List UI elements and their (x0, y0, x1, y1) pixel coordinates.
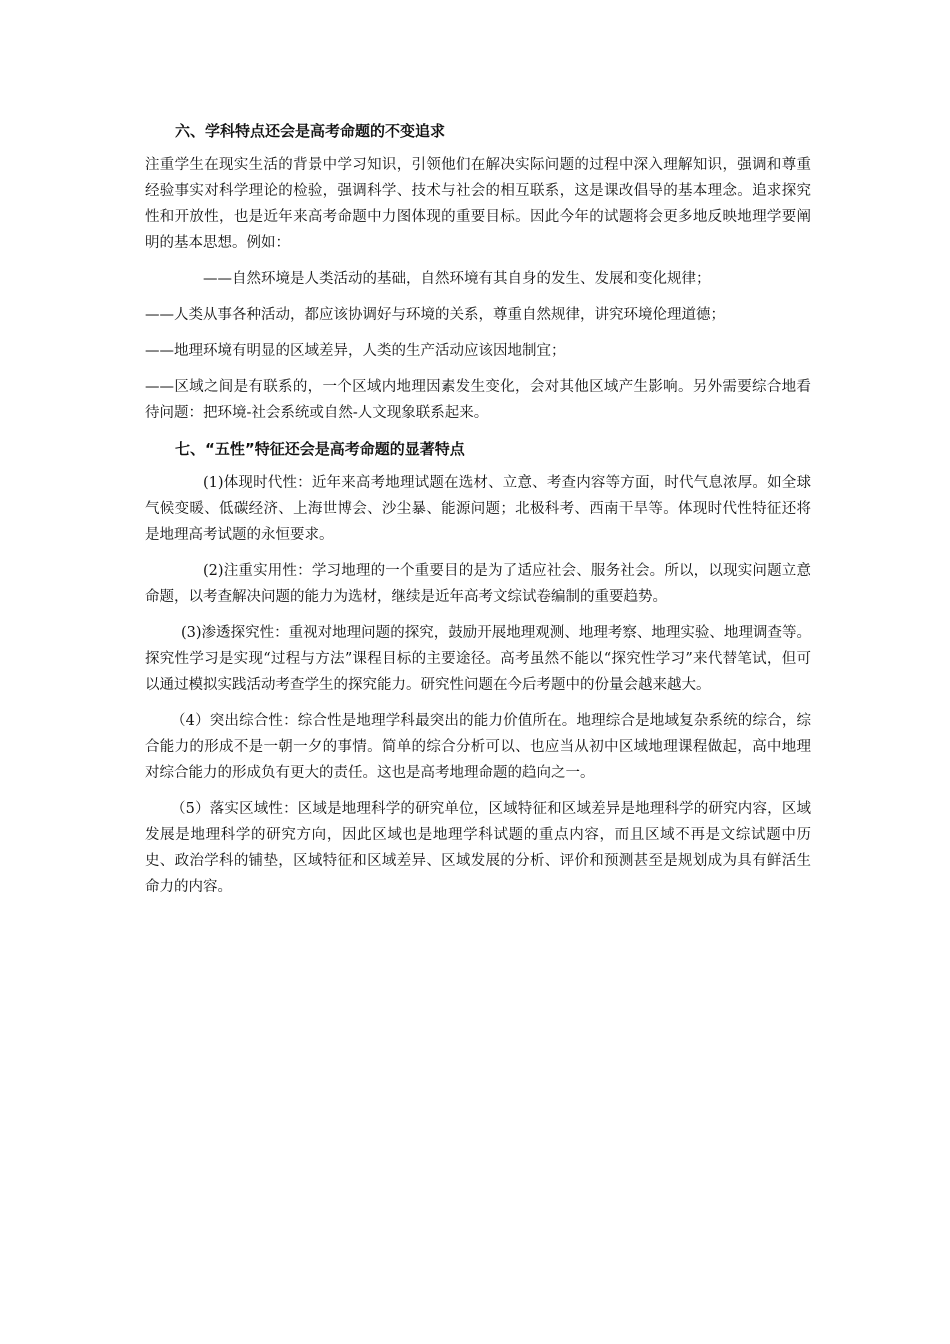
section-7-item-2: (2)注重实用性：学习地理的一个重要目的是为了适应社会、服务社会。所以，以现实问题立意命题，以考查解决问题的能力为选材，继续是近年高考文综试卷编制的重要趋势。 (145, 563, 811, 605)
section-6-heading: 六、学科特点还会是高考命题的不变追求 (175, 122, 446, 140)
section-7-item-4: （4）突出综合性：综合性是地理学科最突出的能力价值所在。地理综合是地域复杂系统的综合，综合能力的形成不是一朝一夕的事情。简单的综合分析可以、也应当从初中区域地理课程做起，高中地理对综合能力的形成负有更大的责任。这也是高考地理命题的趋向之一。 (145, 713, 811, 781)
section-6-point-3: ——地理环境有明显的区域差异，人类的生产活动应该因地制宜； (145, 343, 566, 359)
section-7-item-5: （5）落实区域性：区域是地理科学的研究单位，区域特征和区域差异是地理科学的研究内容，区域发展是地理科学的研究方向，因此区域也是地理学科试题的重点内容，而且区域不再是文综试题中历史、政治学科的铺垫，区域特征和区域差异、区域发展的分析、评价和预测甚至是规划成为具有鲜活生命力的内容。 (145, 801, 811, 895)
section-6-intro-paragraph: 注重学生在现实生活的背景中学习知识，引领他们在解决实际问题的过程中深入理解知识，强调和尊重经验事实对科学理论的检验，强调科学、技术与社会的相互联系，这是课改倡导的基本理念。追求探究性和开放性，也是近年来高考命题中力图体现的重要目标。因此今年的试题将会更多地反映地理学要阐明的基本思想。例如： (145, 157, 811, 251)
section-6-point-1: ——自然环境是人类活动的基础，自然环境有其自身的发生、发展和变化规律； (203, 271, 711, 287)
section-7-heading: 七、“五性”特征还会是高考命题的显著特点 (175, 440, 465, 458)
section-6-point-2: ——人类从事各种活动，都应该协调好与环境的关系，尊重自然规律，讲究环境伦理道德； (145, 307, 725, 323)
document-body (145, 118, 811, 910)
section-6-point-4: ——区域之间是有联系的，一个区域内地理因素发生变化，会对其他区域产生影响。另外需要综合地看待问题：把环境-社会系统或自然-人文现象联系起来。 (145, 379, 811, 421)
section-7-item-1: (1)体现时代性：近年来高考地理试题在选材、立意、考查内容等方面，时代气息浓厚。如全球气候变暖、低碳经济、上海世博会、沙尘暴、能源问题；北极科考、西南干旱等。体现时代性特征还将是地理高考试题的永恒要求。 (145, 475, 811, 543)
section-7-item-3: (3)渗透探究性：重视对地理问题的探究，鼓励开展地理观测、地理考察、地理实验、地理调查等。探究性学习是实现“过程与方法”课程目标的主要途径。高考虽然不能以“探究性学习”来代替笔试，但可以通过模拟实践活动考查学生的探究能力。研究性问题在今后考题中的份量会越来越大。 (145, 625, 811, 693)
